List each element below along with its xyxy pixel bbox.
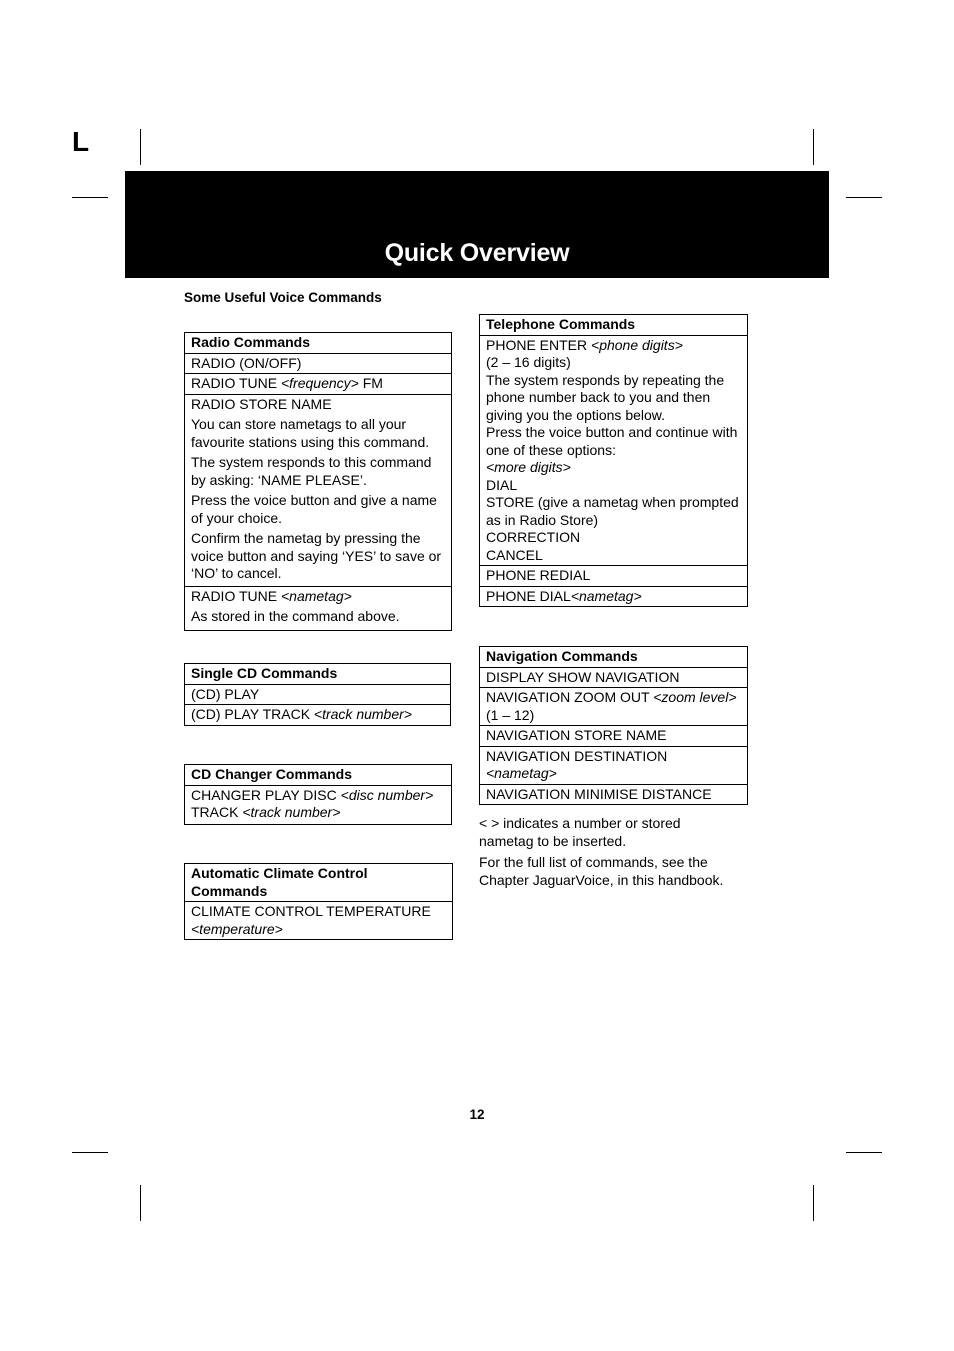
paragraph: Press the voice button and give a name of your choice. [191,492,437,526]
telephone-commands-table [479,314,748,607]
paragraph: You can store nametags to all your favourite stations using this command. [191,416,430,450]
table-row: NAVIGATION DESTINATION <nametag> [480,746,747,784]
table-header: CD Changer Commands [191,766,353,782]
table-header: Single CD Commands [191,665,338,681]
table-row: RADIO TUNE <nametag> As stored in the command above. [185,586,451,630]
table-row: CHANGER PLAY DISC <disc number> TRACK <track number> [185,785,451,824]
table-row: PHONE REDIAL [480,565,747,586]
table-row: (CD) PLAY TRACK <track number> [185,704,450,725]
table-row: PHONE DIAL<nametag> [480,586,747,607]
crop-mark-left-lower [72,1152,108,1153]
crop-mark-right-upper [846,197,882,198]
crop-mark-bottom-left [140,1185,141,1221]
navigation-commands-table [479,646,748,805]
cd-changer-commands-table [184,764,452,825]
page-number: 12 [469,1107,485,1122]
table-header: Navigation Commands [486,648,638,664]
crop-mark-left-upper [72,197,108,198]
paragraph: As stored in the command above. [191,608,400,624]
table-header: Radio Commands [191,334,311,350]
table-row: CLIMATE CONTROL TEMPERATURE <temperature> [185,901,452,939]
crop-mark-top-left [140,129,141,165]
section-heading: Some Useful Voice Commands [184,290,382,305]
note-full-list: For the full list of commands, see the Chapter JaguarVoice, in this handbook. [479,854,724,888]
table-row: NAVIGATION MINIMISE DISTANCE [480,784,747,805]
table-row: DISPLAY SHOW NAVIGATION [480,667,747,688]
page-title: Quick Overview [384,239,570,267]
paragraph: Confirm the nametag by pressing the voice button and saying ‘YES’ to save or ‘NO’ to cancel. [191,530,442,581]
paragraph: The system responds to this command by asking: ‘NAME PLEASE’. [191,454,432,488]
crop-mark-right-lower [846,1152,882,1153]
table-row: (CD) PLAY [185,684,450,705]
table-header: Telephone Commands [486,316,636,332]
table-header: Automatic Climate Control Commands [191,865,368,899]
climate-commands-table [184,863,453,940]
table-row: RADIO (ON/OFF) [185,353,451,374]
crop-mark-bottom-right [813,1185,814,1221]
radio-commands-table [184,332,452,631]
table-row: RADIO TUNE <frequency> FM [185,373,451,394]
title-banner [125,171,829,278]
single-cd-commands-table [184,663,451,726]
table-row: NAVIGATION STORE NAME [480,725,747,746]
note-placeholder-explanation: < > indicates a number or stored nametag to be inserted. [479,815,681,849]
crop-mark-top-right [813,129,814,165]
table-row: PHONE ENTER <phone digits> (2 – 16 digits) The system responds by repeating the phone number back to you and then giving you the options below. Press the voice button and continue with one of these options: <more digits> DIAL STORE (give a nametag when prompted as in Radio Store) CORRECTION CANCEL [480,335,747,566]
side-marker: L [72,126,90,157]
table-row: RADIO STORE NAME You can store nametags to all your favourite stations using this command. The system responds to this command by asking: ‘NAME PLEASE’. Press the voice button and give a name of your choice. Confirm the nametag by pressing the voice button and saying ‘YES’ to save or ‘NO’ to cancel. [185,394,451,586]
table-row: NAVIGATION ZOOM OUT <zoom level> (1 – 12) [480,687,747,725]
